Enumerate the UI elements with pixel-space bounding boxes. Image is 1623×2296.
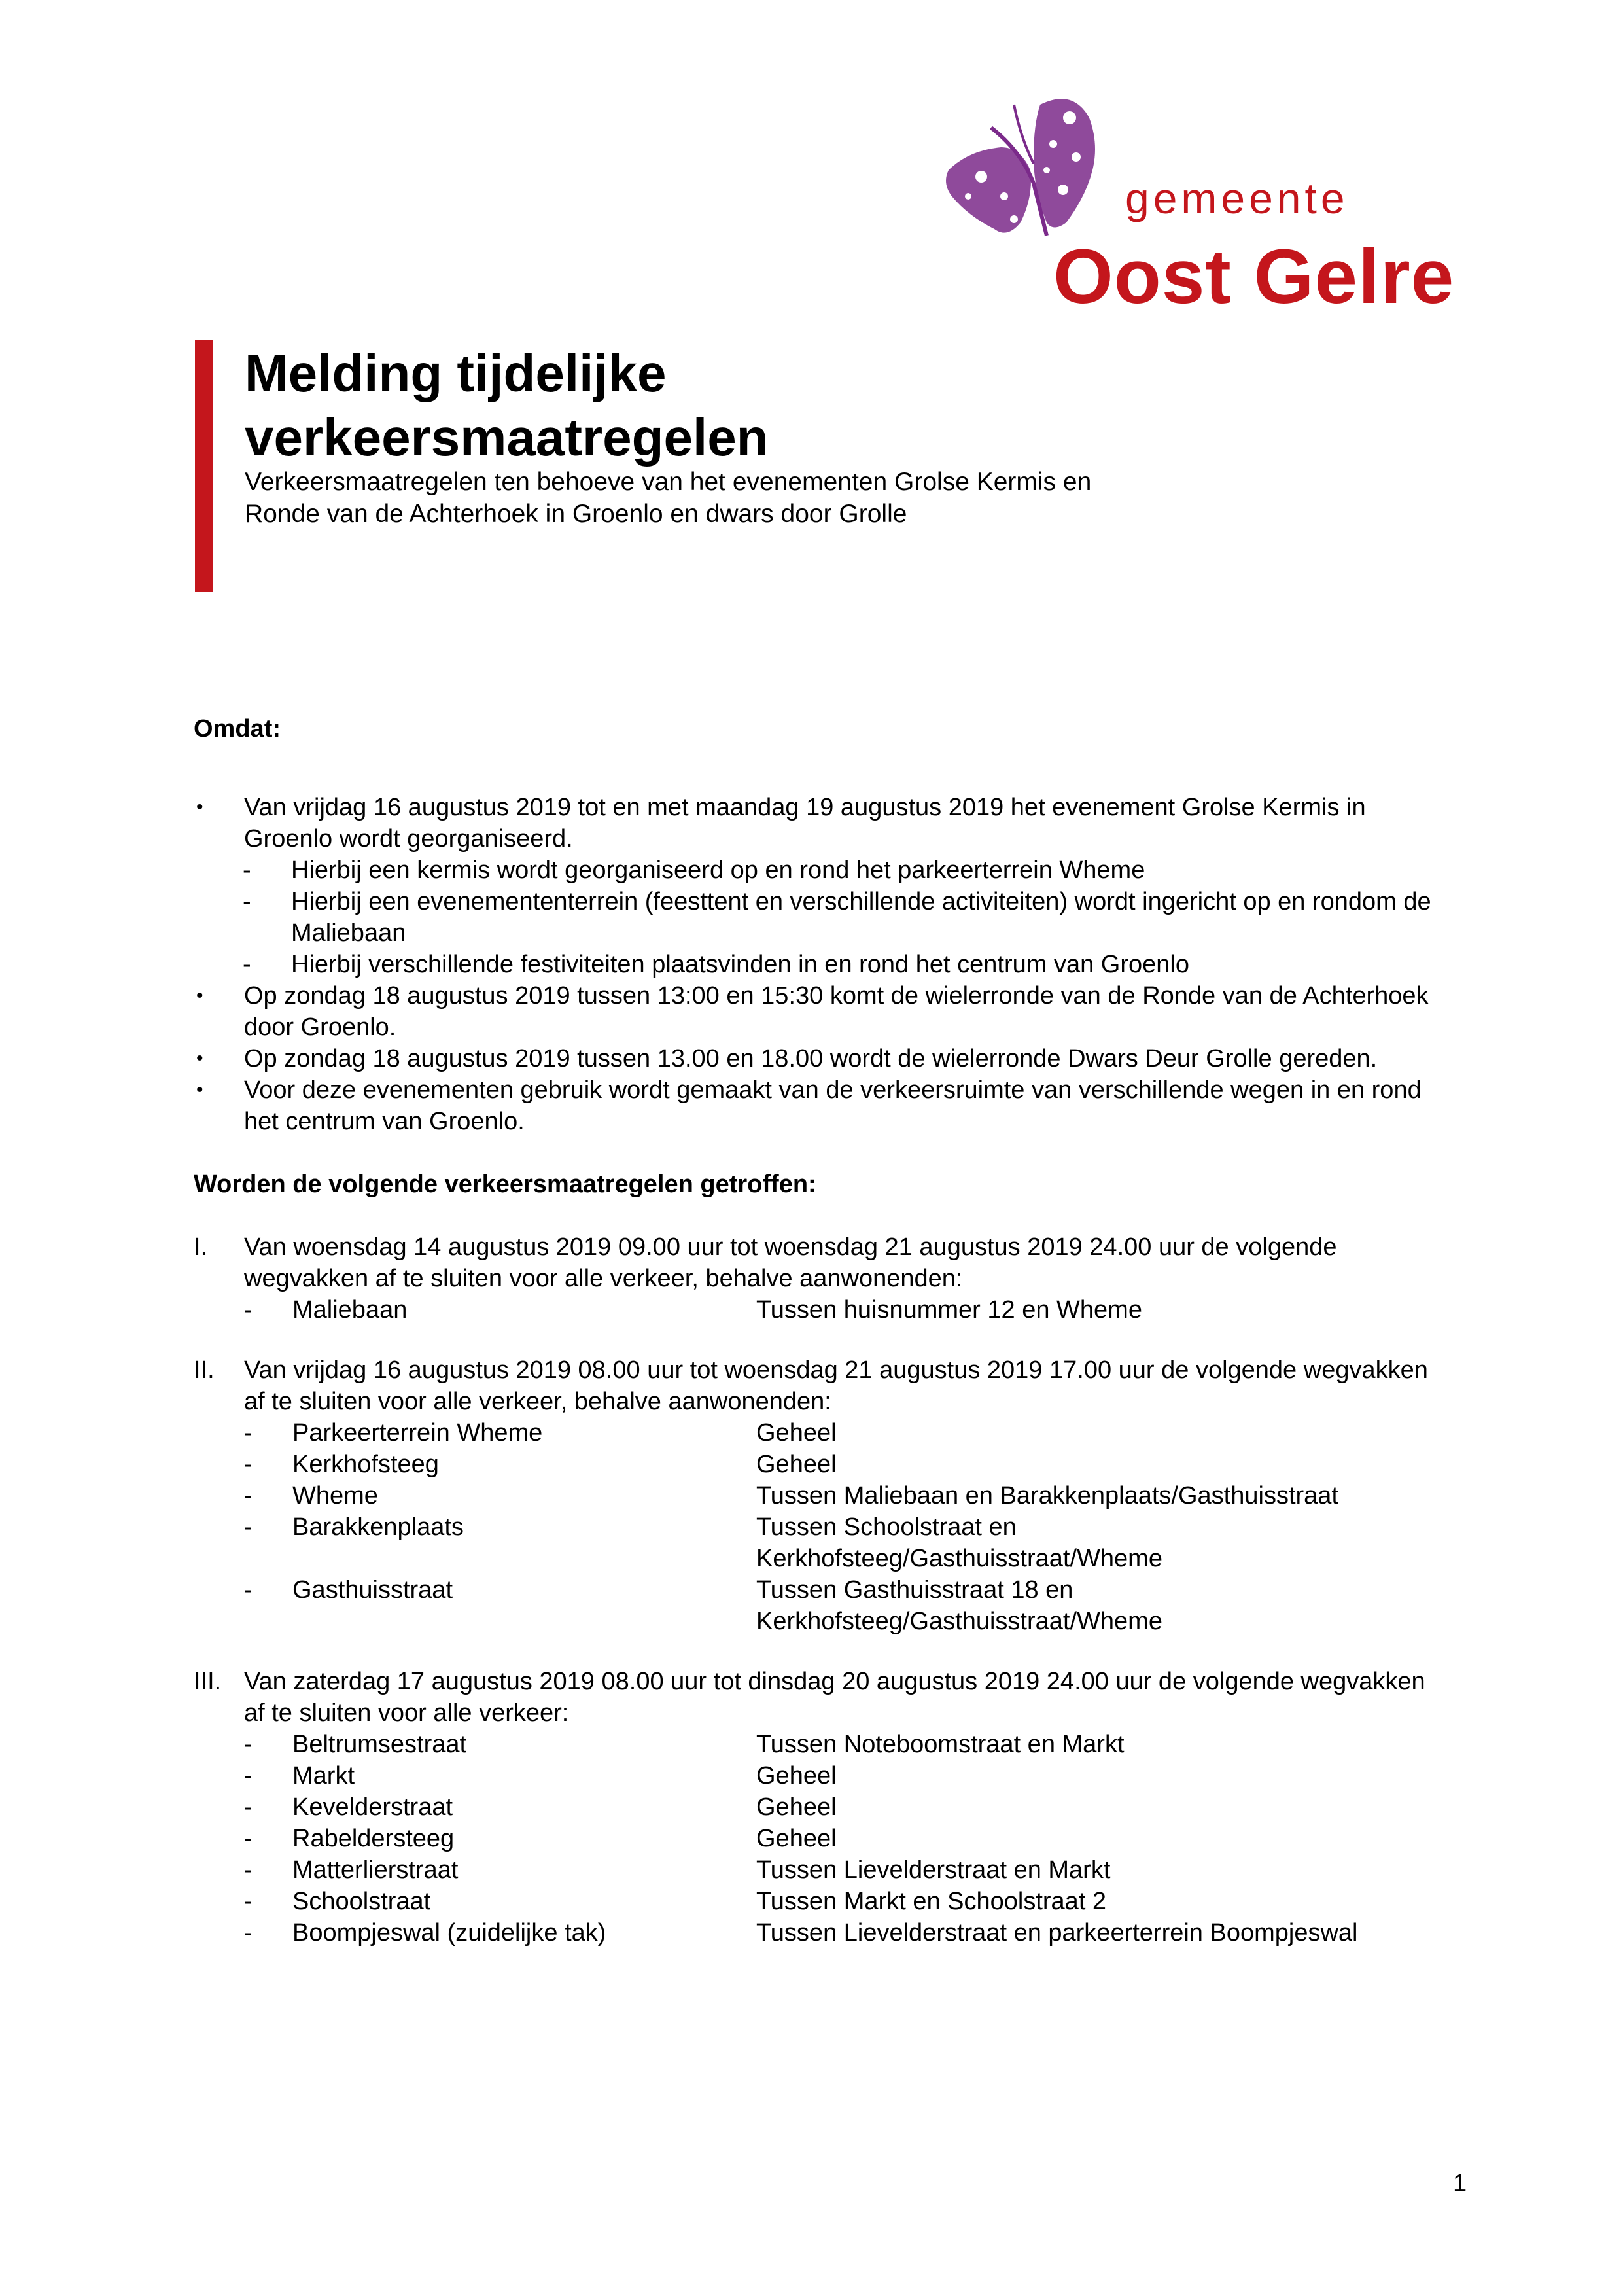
closure-street: Boompjeswal (zuidelijke tak) [292, 1919, 606, 1947]
measure-item [194, 1666, 1450, 1949]
closure-street: Kevelderstraat [292, 1793, 453, 1821]
reason-text: Op zondag 18 augustus 2019 tussen 13:00 en 15:30 komt de wielerronde van de Ronde van de Achterhoek door Groenlo. [244, 982, 1429, 1041]
closure-street: Markt [292, 1762, 355, 1790]
reason-item [194, 792, 1450, 980]
measure-number: II. [194, 1356, 215, 1384]
closure-section: Tussen Lievelderstraat en parkeerterrein Boompjeswal [756, 1919, 1358, 1947]
reason-text: Op zondag 18 augustus 2019 tussen 13.00 en 18.00 wordt de wielerronde Dwars Deur Grolle gereden. [244, 1045, 1378, 1072]
logo-gemeente-text: gemeente [1125, 174, 1349, 222]
butterfly-icon [942, 92, 1112, 242]
dash-icon: - [244, 1513, 253, 1541]
reason-subitem-text: Hierbij een kermis wordt georganiseerd op en rond het parkeerterrein Wheme [291, 857, 1145, 884]
reason-sublist [243, 855, 1450, 980]
dash-icon: - [244, 1731, 253, 1758]
reason-subitem [243, 855, 1450, 886]
municipality-logo [942, 92, 1498, 320]
dash-icon: - [244, 1576, 253, 1604]
closure-street: Parkeerterrein Wheme [292, 1419, 543, 1447]
dash-icon: - [244, 1419, 253, 1447]
closure-section: Tussen Lievelderstraat en Markt [756, 1856, 1111, 1884]
reason-subitem [243, 949, 1450, 980]
closure-section: Tussen Schoolstraat en Kerkhofsteeg/Gasthuisstraat/Wheme [756, 1513, 1162, 1572]
bullet-icon: • [196, 1079, 203, 1101]
reason-subitem-text: Hierbij een evenemententerrein (feesttent en verschillende activiteiten) wordt ingericht op en rondom de Maliebaan [291, 888, 1431, 947]
closure-street: Schoolstraat [292, 1888, 431, 1915]
logo-brand-text: Oost Gelre [1053, 234, 1455, 320]
bullet-icon: • [196, 1048, 203, 1069]
title-accent-bar [195, 340, 213, 592]
closure-street: Barakkenplaats [292, 1513, 464, 1541]
title-line-1: Melding tijdelijke [245, 344, 667, 402]
measure-text: Van vrijdag 16 augustus 2019 08.00 uur tot woensdag 21 augustus 2019 17.00 uur de volgende wegvakken af te sluiten voor alle verkeer, behalve aanwonenden: [244, 1356, 1428, 1415]
closure-section: Tussen Gasthuisstraat 18 en Kerkhofsteeg/Gasthuisstraat/Wheme [756, 1576, 1162, 1635]
closure-section: Tussen Maliebaan en Barakkenplaats/Gasthuisstraat [756, 1482, 1338, 1510]
dash-icon: - [243, 857, 251, 884]
closure-street: Beltrumsestraat [292, 1731, 467, 1758]
reason-item [194, 980, 1450, 1043]
closure-table [244, 1294, 1450, 1326]
dash-icon: - [244, 1793, 253, 1821]
dash-icon: - [244, 1762, 253, 1790]
closure-section: Tussen huisnummer 12 en Wheme [756, 1296, 1142, 1324]
dash-icon: - [244, 1296, 253, 1324]
closure-street: Matterlierstraat [292, 1856, 459, 1884]
closure-street: Kerkhofsteeg [292, 1451, 439, 1478]
closure-section: Tussen Markt en Schoolstraat 2 [756, 1888, 1107, 1915]
dash-icon: - [244, 1451, 253, 1478]
closure-section: Geheel [756, 1762, 837, 1790]
document-subtitle: Verkeersmaatregelen ten behoeve van het evenementen Grolse Kermis en Ronde van de Achterhoek in Groenlo en dwars door Grolle [245, 468, 1092, 528]
reason-text: Van vrijdag 16 augustus 2019 tot en met maandag 19 augustus 2019 het evenement Grolse Kermis in Groenlo wordt georganiseerd. [244, 794, 1366, 853]
dash-icon: - [244, 1825, 253, 1852]
closure-street: Maliebaan [292, 1296, 408, 1324]
measures-list [194, 1231, 1450, 1949]
bullet-icon: • [196, 796, 203, 818]
reason-item [194, 1043, 1450, 1074]
dash-icon: - [243, 888, 251, 915]
closure-section: Geheel [756, 1793, 837, 1821]
reasons-heading: Omdat: [194, 715, 281, 743]
measure-text: Van woensdag 14 augustus 2019 09.00 uur tot woensdag 21 augustus 2019 24.00 uur de volgende wegvakken af te sluiten voor alle verkeer, behalve aanwonenden: [244, 1233, 1337, 1292]
reason-text: Voor deze evenementen gebruik wordt gemaakt van de verkeersruimte van verschillende wegen in en rond het centrum van Groenlo. [244, 1076, 1422, 1135]
dash-icon: - [244, 1919, 253, 1947]
closure-section: Geheel [756, 1825, 837, 1852]
page-number: 1 [1453, 2170, 1467, 2197]
closure-section: Geheel [756, 1451, 837, 1478]
closure-table [244, 1729, 1450, 1949]
reason-subitem-text: Hierbij verschillende festiviteiten plaatsvinden in en rond het centrum van Groenlo [291, 951, 1189, 978]
closure-street: Wheme [292, 1482, 378, 1510]
title-line-2: verkeersmaatregelen [245, 408, 769, 467]
reason-subitem [243, 886, 1450, 949]
measure-number: I. [194, 1233, 208, 1261]
measure-item [194, 1231, 1450, 1326]
closure-section: Geheel [756, 1419, 837, 1447]
dash-icon: - [244, 1482, 253, 1510]
closure-section: Tussen Noteboomstraat en Markt [756, 1731, 1125, 1758]
document-body [194, 713, 1450, 1949]
closure-street: Rabeldersteeg [292, 1825, 455, 1852]
dash-icon: - [244, 1856, 253, 1884]
measure-number: III. [194, 1668, 222, 1695]
measure-item [194, 1354, 1450, 1637]
dash-icon: - [244, 1888, 253, 1915]
reason-item [194, 1074, 1450, 1137]
closure-street: Gasthuisstraat [292, 1576, 453, 1604]
measures-heading: Worden de volgende verkeersmaatregelen getroffen: [194, 1171, 816, 1198]
closure-table [244, 1417, 1450, 1637]
bullet-icon: • [196, 985, 203, 1006]
dash-icon: - [243, 951, 251, 978]
reasons-list [194, 792, 1450, 1137]
measure-text: Van zaterdag 17 augustus 2019 08.00 uur tot dinsdag 20 augustus 2019 24.00 uur de volgende wegvakken af te sluiten voor alle verkeer: [244, 1668, 1425, 1727]
document-title [245, 342, 1161, 470]
